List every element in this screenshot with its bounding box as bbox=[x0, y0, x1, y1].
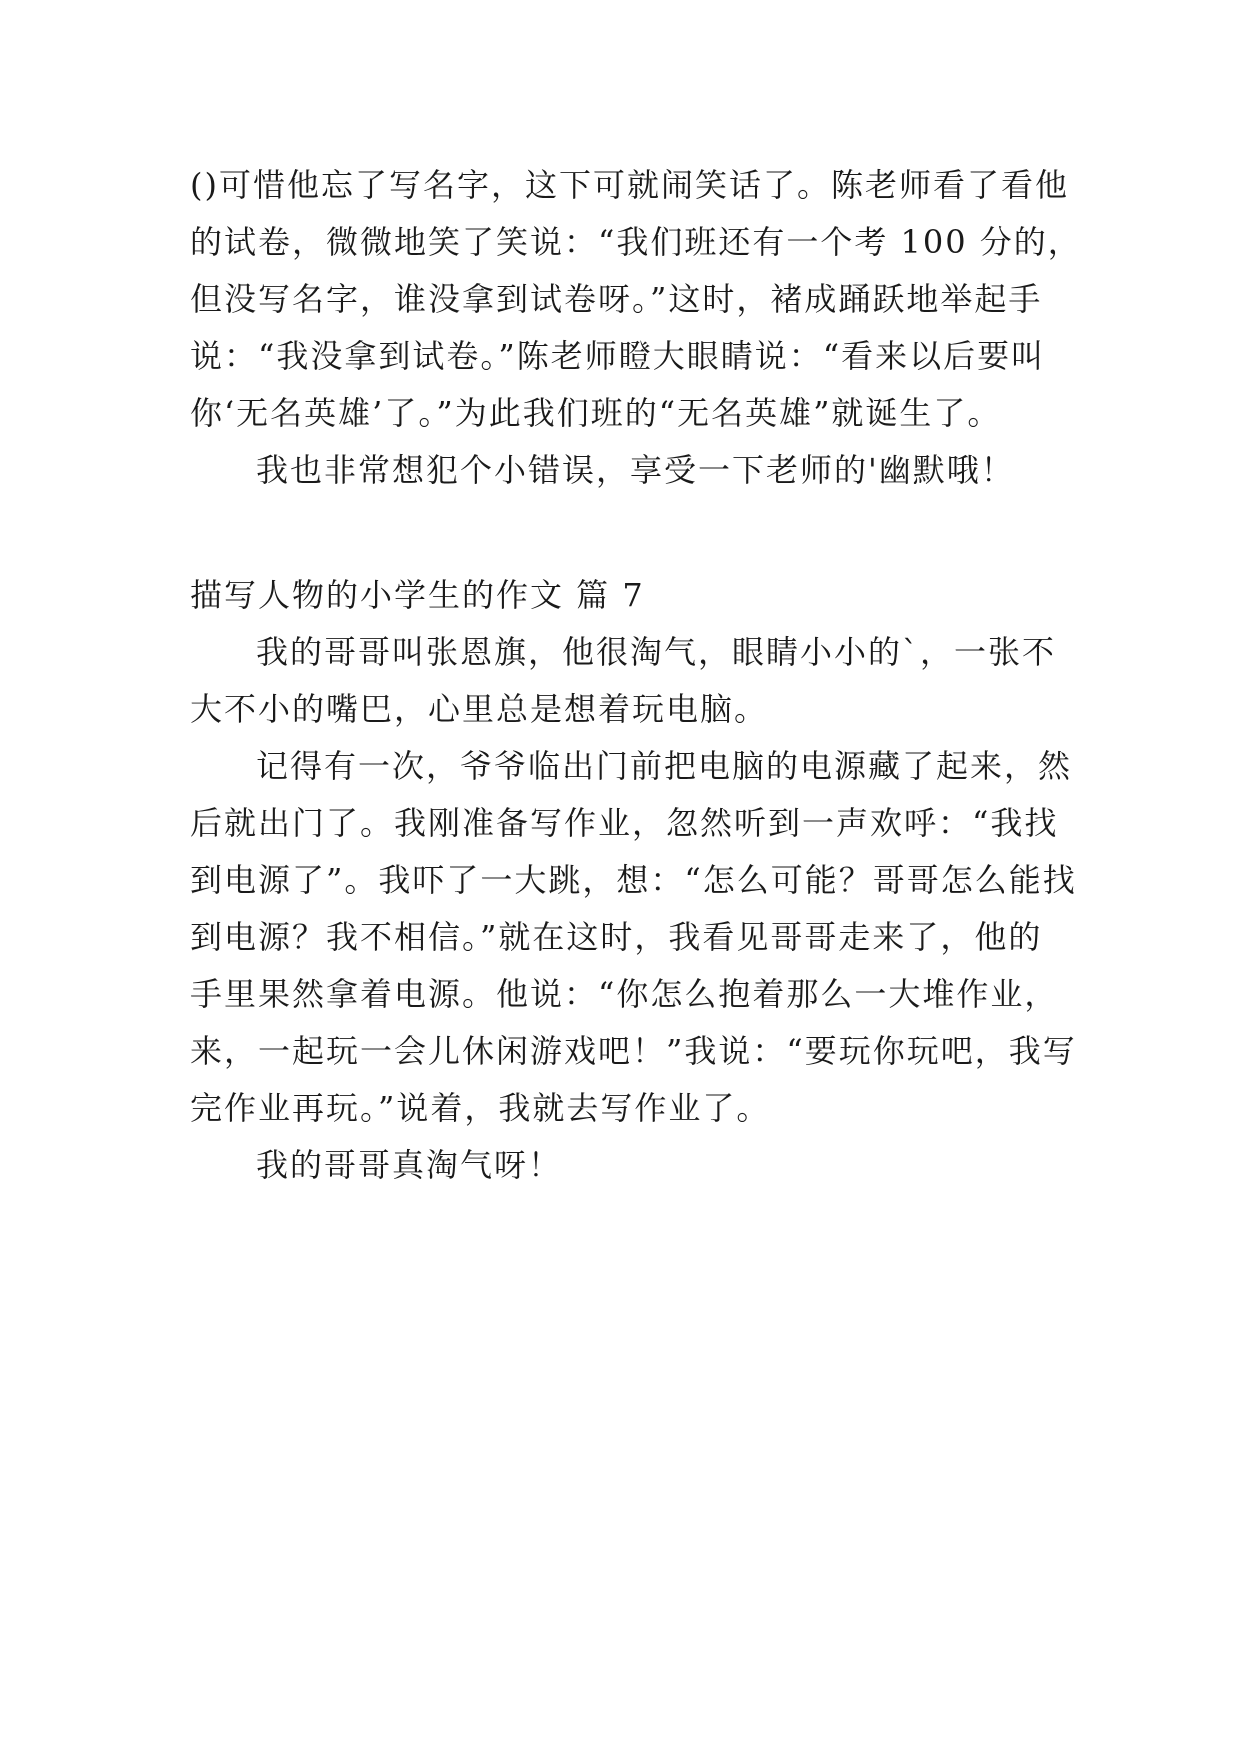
paragraph-line: 到电源？我不相信。”就在这时，我看见哥哥走来了，他的 bbox=[190, 918, 1043, 956]
paragraph-line: 我的哥哥真淘气呀！ bbox=[256, 1146, 563, 1184]
section-heading: 描写人物的小学生的作文 篇 7 bbox=[190, 576, 645, 614]
paragraph-line: 完作业再玩。”说着，我就去写作业了。 bbox=[190, 1089, 771, 1127]
paragraph-line: 大不小的嘴巴，心里总是想着玩电脑。 bbox=[190, 690, 769, 728]
paragraph-line: ()可惜他忘了写名字，这下可就闹笑话了。陈老师看了看他 bbox=[190, 166, 1069, 204]
paragraph-line: 后就出门了。我刚准备写作业，忽然听到一声欢呼：“我找 bbox=[190, 804, 1059, 842]
paragraph-line: 说：“我没拿到试卷。”陈老师瞪大眼睛说：“看来以后要叫 bbox=[190, 337, 1046, 375]
paragraph-line: 手里果然拿着电源。他说：“你怎么抱着那么一大堆作业， bbox=[190, 975, 1059, 1013]
paragraph-line: 你‘无名英雄’了。”为此我们班的“无名英雄”就诞生了。 bbox=[190, 394, 1002, 432]
paragraph-line: 到电源了”。我吓了一大跳，想：“怎么可能？哥哥怎么能找 bbox=[190, 861, 1077, 899]
paragraph-line: 但没写名字，谁没拿到试卷呀。”这时，褚成踊跃地举起手 bbox=[190, 280, 1043, 318]
paragraph-line: 我的哥哥叫张恩旗，他很淘气，眼睛小小的`，一张不 bbox=[256, 633, 1057, 671]
paragraph-line: 来，一起玩一会儿休闲游戏吧！”我说：“要玩你玩吧，我写 bbox=[190, 1032, 1077, 1070]
paragraph-line: 记得有一次，爷爷临出门前把电脑的电源藏了起来，然 bbox=[256, 747, 1073, 785]
paragraph-line: 的试卷，微微地笑了笑说：“我们班还有一个考 100 分的， bbox=[190, 223, 1082, 261]
paragraph-line: 我也非常想犯个小错误，享受一下老师的'幽默哦！ bbox=[256, 451, 1015, 489]
